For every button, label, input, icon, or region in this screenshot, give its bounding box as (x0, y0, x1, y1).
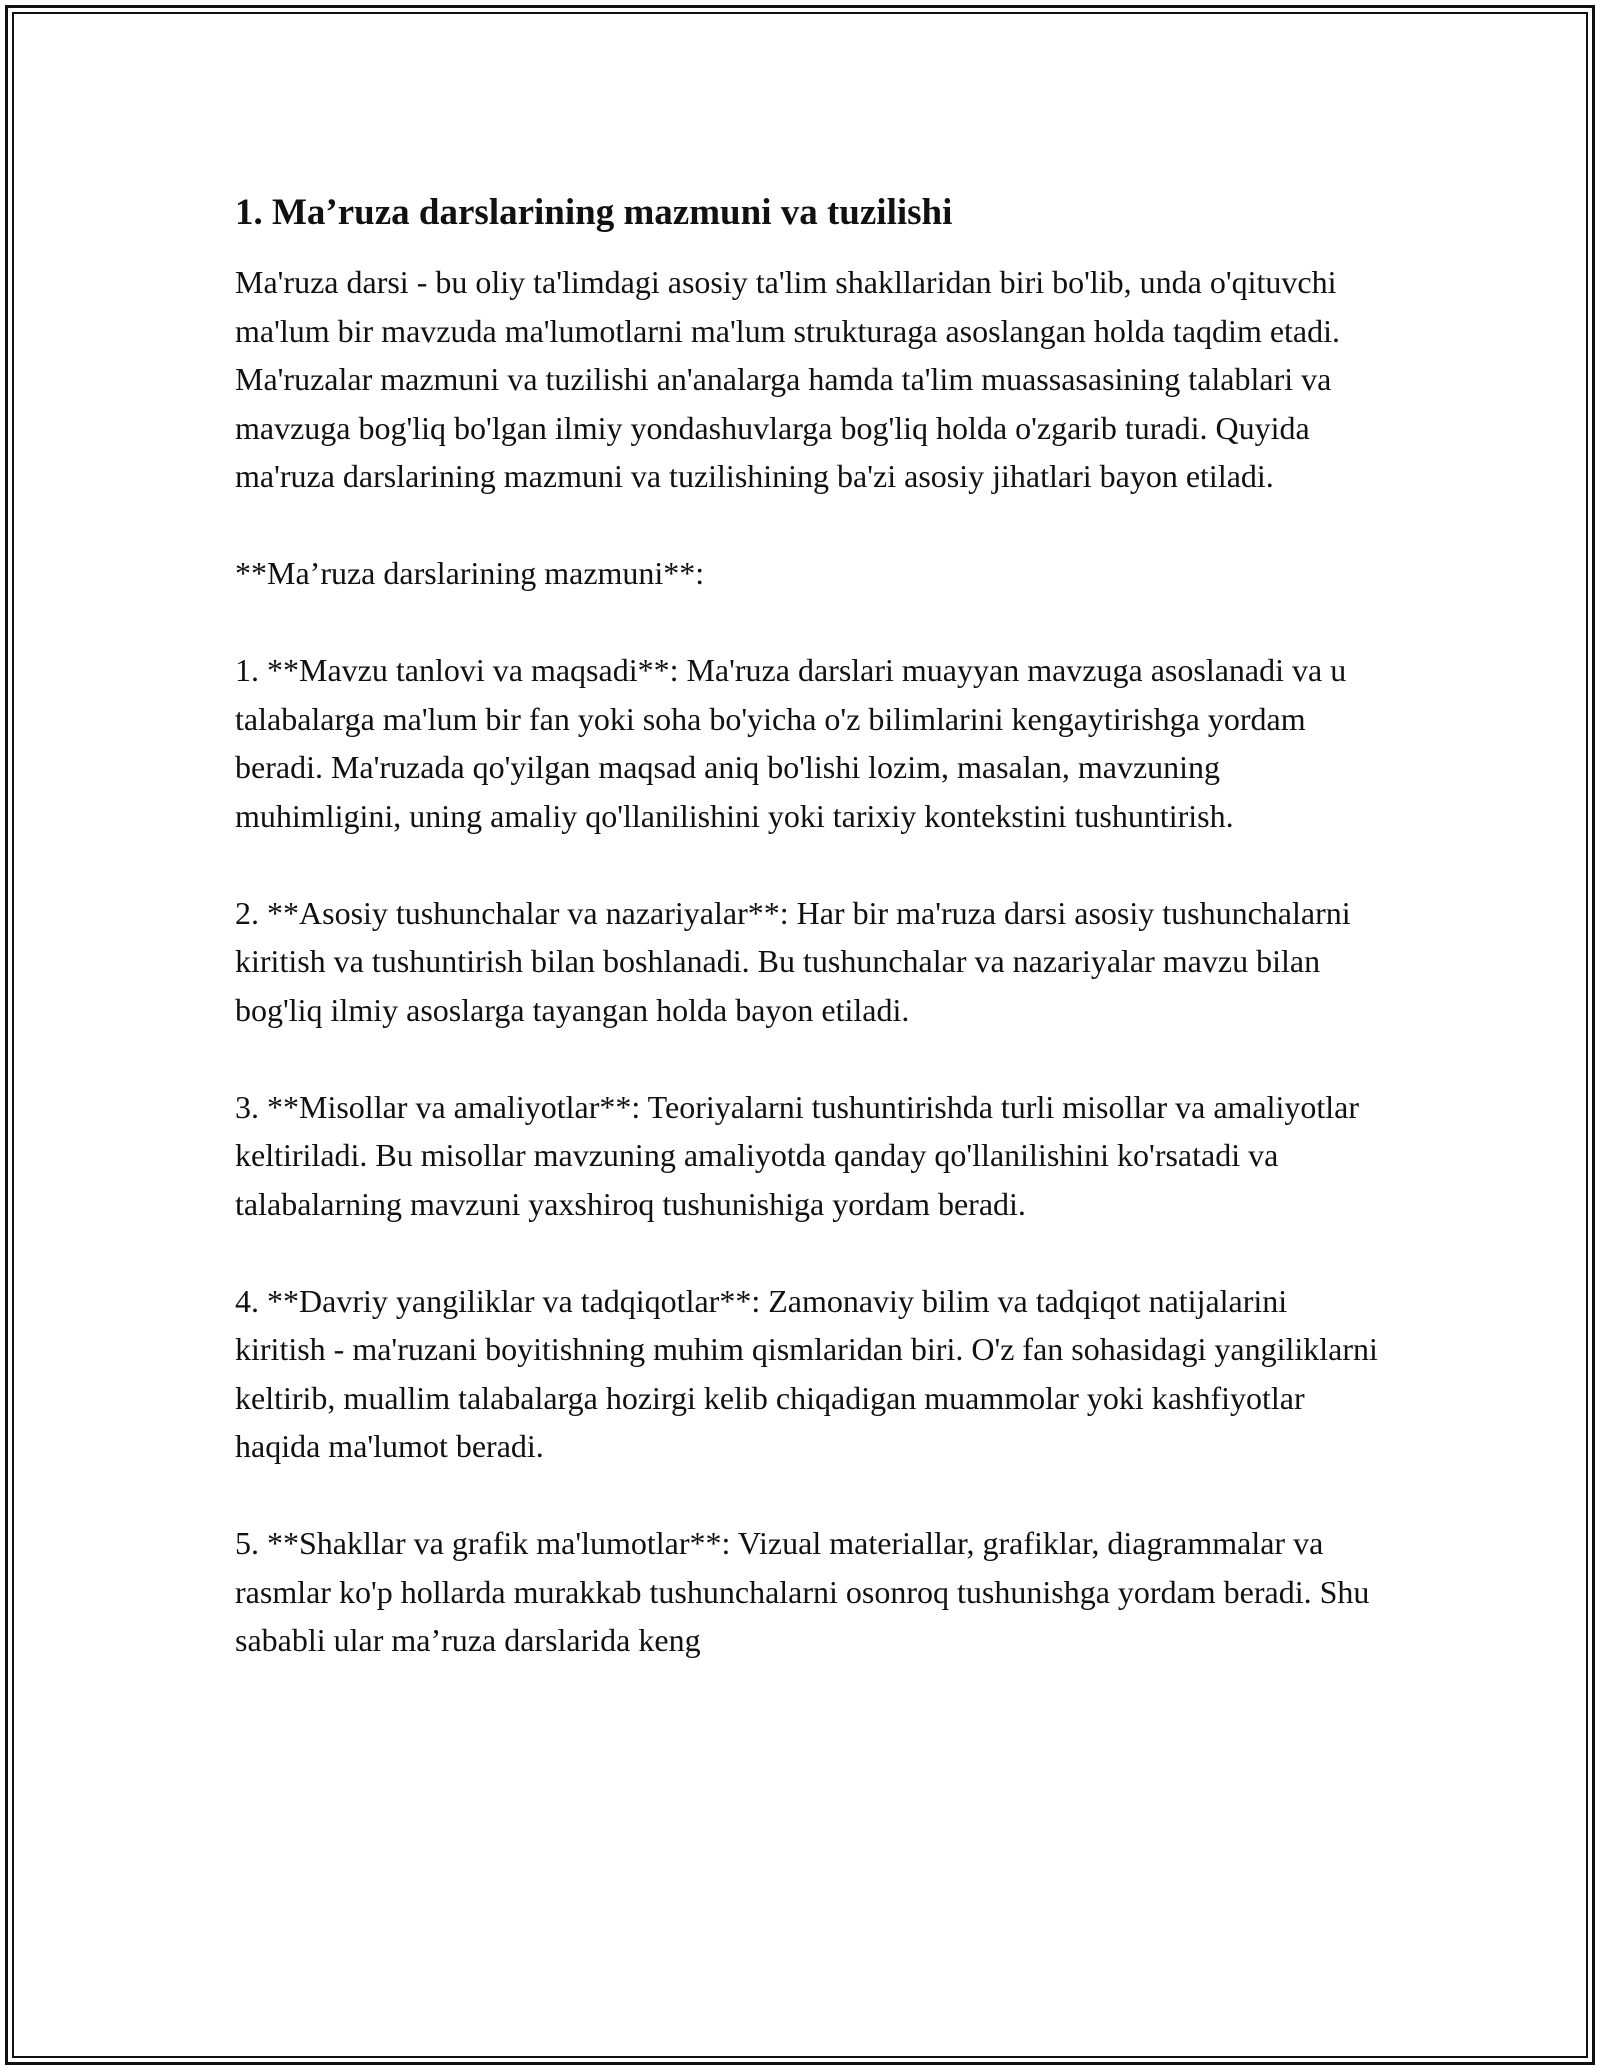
document-body (235, 188, 1385, 1713)
section-heading: 1. Ma’ruza darslarining mazmuni va tuzilishi (235, 192, 953, 233)
list-item-paragraph: 3. **Misollar va amaliyotlar**: Teoriyalarni tushuntirishda turli misollar va amaliyotlar keltiriladi. Bu misollar mavzuning amaliyotda qanday qo'llanilishini ko'rsatadi va talabalarning mavzuni yaxshiroq tushunishiga yordam beradi. (235, 1088, 1360, 1222)
list-item-paragraph: 2. **Asosiy tushunchalar va nazariyalar**: Har bir ma'ruza darsi asosiy tushunchalarni kiritish va tushuntirish bilan boshlanadi. Bu tushunchalar va nazariyalar mavzu bilan bog'liq ilmiy asoslarga tayangan holda bayon etiladi. (235, 894, 1351, 1028)
list-item-paragraph: 5. **Shakllar va grafik ma'lumotlar**: Vizual materiallar, grafiklar, diagrammalar va rasmlar ko'p hollarda murakkab tushunchalarni osonroq tushunishga yordam beradi. Shu sababli ular ma’ruza darslarida keng (235, 1525, 1370, 1658)
subheading-paragraph: **Ma’ruza darslarining mazmuni**: (235, 555, 705, 591)
intro-paragraph: Ma'ruza darsi - bu oliy ta'limdagi asosiy ta'lim shakllaridan biri bo'lib, unda o'qituvchi ma'lum bir mavzuda ma'lumotlarni ma'lum strukturaga asoslangan holda taqdim etadi. Ma'ruzalar mazmuni va tuzilishi an'analarga hamda ta'lim muassasasining talablari va mavzuga bog'liq bo'lgan ilmiy yondashuvlarga bog'liq holda o'zgarib turadi. Quyida ma'ruza darslarining mazmuni va tuzilishining ba'zi asosiy jihatlari bayon etiladi. (235, 264, 1341, 494)
list-item-paragraph: 1. **Mavzu tanlovi va maqsadi**: Ma'ruza darslari muayyan mavzuga asoslanadi va u talabalarga ma'lum bir fan yoki soha bo'yicha o'z bilimlarini kengaytirishga yordam beradi. Ma'ruzada qo'yilgan maqsad aniq bo'lishi lozim, masalan, mavzuning muhimligini, uning amaliy qo'llanilishini yoki tarixiy kontekstini tushuntirish. (235, 652, 1347, 834)
list-item-paragraph: 4. **Davriy yangiliklar va tadqiqotlar**: Zamonaviy bilim va tadqiqot natijalarini kiritish - ma'ruzani boyitishning muhim qismlaridan biri. O'z fan sohasidagi yangiliklarni keltirib, muallim talabalarga hozirgi kelib chiqadigan muammolar yoki kashfiyotlar haqida ma'lumot beradi. (235, 1282, 1378, 1464)
